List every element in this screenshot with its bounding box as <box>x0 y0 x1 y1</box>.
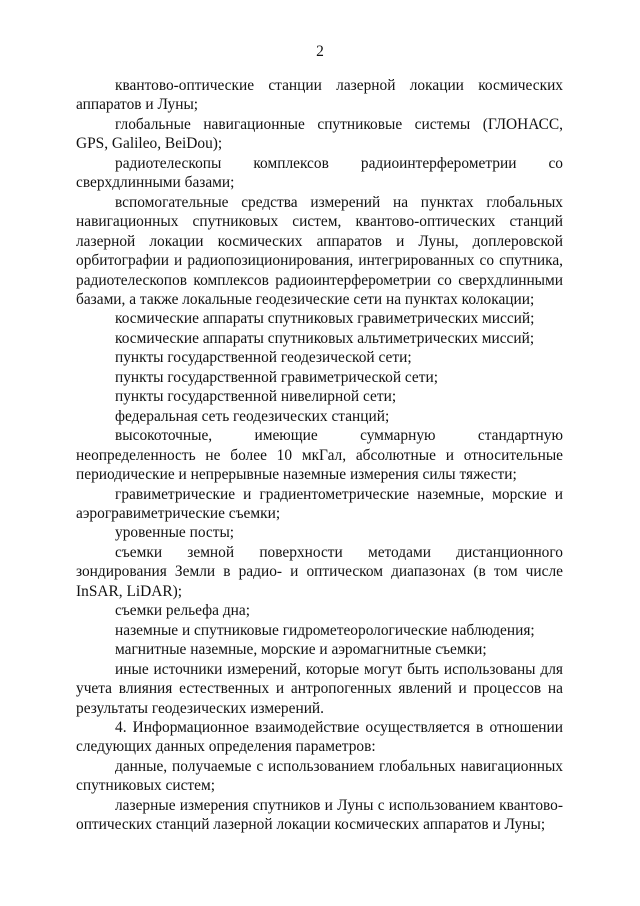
paragraph-leveling-network: пункты государственной нивелирной сети; <box>115 388 397 406</box>
paragraph-auxiliary-instruments: вспомогательные средства измерений на пунктах глобальных навигационных спутниковых систем, квантово-оптических станций лазерной локации космических аппаратов и Луны, доплеровской орбитографии и радиопозиционирования, интегрированных со спутника, радиотелескопов комплексов радиоинтерферометрии со сверхдлинными базами, а также локальные геодезические сети на пунктах колокации; <box>76 193 563 308</box>
paragraph-laser-ranging: лазерные измерения спутников и Луны с использованием квантово-оптических станций лазерной локации космических аппаратов и Луны; <box>76 796 563 834</box>
paragraph-laser-stations: квантово-оптические станции лазерной локации космических аппаратов и Луны; <box>76 77 563 114</box>
page-number: 2 <box>316 43 324 60</box>
paragraph-geodetic-stations: федеральная сеть геодезических станций; <box>115 407 390 425</box>
paragraph-hydrometeorology: наземные и спутниковые гидрометеорологические наблюдения; <box>115 621 535 639</box>
paragraph-gnss-systems: глобальные навигационные спутниковые системы (ГЛОНАСС, GPS, Galileo, BeiDou); <box>76 115 563 153</box>
paragraph-tide-gauges: уровенные посты; <box>115 524 235 542</box>
paragraph-gnss-data: данные, получаемые с использованием глобальных навигационных спутниковых систем; <box>76 757 563 795</box>
paragraph-gravimetric-network: пункты государственной гравиметрической сети; <box>115 368 438 386</box>
document-body <box>76 76 563 835</box>
paragraph-gravimetric-surveys: гравиметрические и градиентометрические наземные, морские и аэрогравиметрические съемки; <box>76 485 563 522</box>
paragraph-remote-sensing: съемки земной поверхности методами дистанционного зондирования Земли в радио- и оптическом диапазонах (в том числе InSAR, LiDAR); <box>76 543 563 600</box>
paragraph-bathymetry: съемки рельефа дна; <box>115 602 250 620</box>
paragraph-magnetic-surveys: магнитные наземные, морские и аэромагнитные съемки; <box>115 641 487 659</box>
paragraph-gravity-measurements: высокоточные, имеющие суммарную стандартную неопределенность не более 10 мкГал, абсолютные и относительные периодические и непрерывные наземные измерения силы тяжести; <box>76 427 563 484</box>
paragraph-gravimetric-missions: космические аппараты спутниковых гравиметрических миссий; <box>115 310 535 328</box>
paragraph-section-4: 4. Информационное взаимодействие осуществляется в отношении следующих данных определения параметров: <box>76 718 563 756</box>
paragraph-geodetic-network: пункты государственной геодезической сети; <box>115 349 412 367</box>
paragraph-radio-telescopes: радиотелескопы комплексов радиоинтерферометрии со сверхдлинными базами; <box>76 154 563 192</box>
paragraph-other-sources: иные источники измерений, которые могут быть использованы для учета влияния естественных и антропогенных явлений и процессов на результаты геодезических измерений. <box>76 660 563 717</box>
paragraph-altimetric-missions: космические аппараты спутниковых альтиметрических миссий; <box>115 329 535 347</box>
